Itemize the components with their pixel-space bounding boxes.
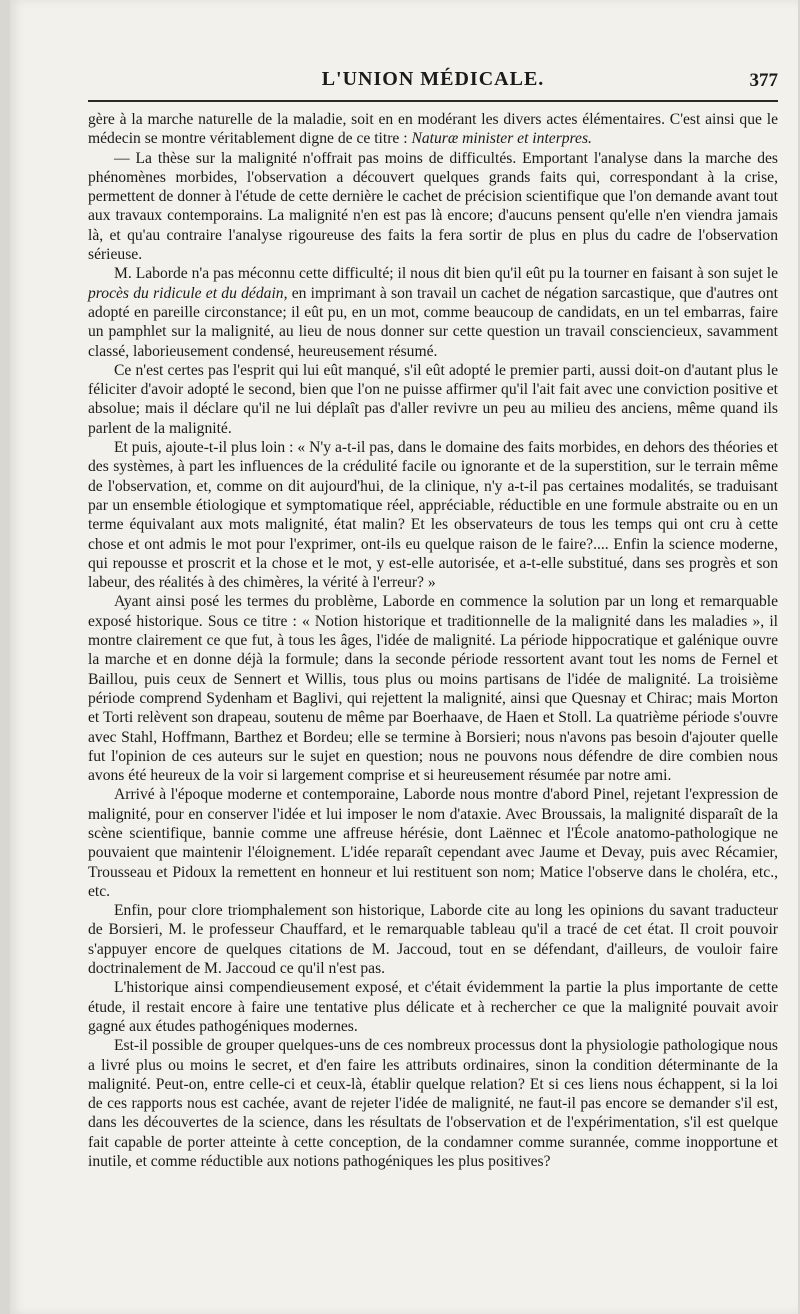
- text-run: M. Laborde n'a pas méconnu cette difficulté; il nous dit bien qu'il eût pu la tourner en faisant à son sujet le: [114, 265, 778, 283]
- paragraph: [88, 149, 778, 265]
- text-run: Ce n'est certes pas l'esprit qui lui eût manqué, s'il eût adopté le premier parti, aussi doit-on d'autant plus le féliciter d'avoir adopté le second, bien que l'on ne puisse affirmer qu'il l'ait fait avec une conviction positive et absolue; mais il déclare qu'il ne lui déplaît pas d'aller revivre un peu au milieu des anciens, même quand ils parlent de la malignité.: [88, 361, 778, 437]
- paragraph: [88, 438, 778, 592]
- paragraph: [88, 110, 778, 149]
- text-run: Enfin, pour clore triomphalement son historique, Laborde cite au long les opinions du savant traducteur de Borsieri, M. le professeur Chauffard, et le remarquable tableau qu'il a tracé de cet état. Il croit pouvoir s'appuyer encore de quelques citations de M. Jaccoud, tout en se défendant, d'ailleurs, de vouloir faire doctrinalement de M. Jaccoud ce qu'il n'est pas.: [88, 902, 778, 978]
- paragraph: [88, 901, 778, 978]
- text-run: Arrivé à l'époque moderne et contemporaine, Laborde nous montre d'abord Pinel, rejetant l'expression de malignité, pour en conserver l'idée et lui imposer le nom d'ataxie. Avec Broussais, la malignité disparaît de la scène scientifique, bannie comme une affreuse hérésie, dont Laënnec et l'École anatomo-pathologique ne pouvaient que maintenir l'éloignement. L'idée reparaît cependant avec Jaume et Devay, puis avec Récamier, Trousseau et Pidoux la remettent en honneur et lui restituent son nom; Matice l'observe dans le choléra, etc., etc.: [88, 786, 778, 900]
- paragraph: [88, 1036, 778, 1171]
- paragraph: [88, 264, 778, 360]
- italic-text: procès du ridicule et du dédain,: [88, 284, 288, 302]
- text-run: Est-il possible de grouper quelques-uns de ces nombreux processus dont la physiologie pathologique nous a livré plus ou moins le secret, et d'en faire les attributs ordinaires, sinon la condition déterminante de la malignité. Peut-on, entre celle-ci et ceux-là, établir quelque relation? Et si ces liens nous échappent, si la loi de ces rapports nous est cachée, avant de rejeter l'idée de malignité, ne faut-il pas encore se demander s'il est, dans les découvertes de la science, dans les résultats de l'observation et de l'expérimentation, s'il est quelque fait capable de porter atteinte à cette conception, de la condamner comme surannée, comme inopportune et inutile, et comme réductible aux notions pathogéniques les plus positives?: [88, 1037, 778, 1171]
- text-run: — La thèse sur la malignité n'offrait pas moins de difficultés. Emportant l'analyse dans la marche des phénomènes morbides, l'observation a découvert quelques grands faits qui, correspondant à la crise, permettent de donner à l'étude de cette dernière le cachet de précision scientifique que l'on demande avant tout aux travaux contemporains. La malignité n'en est pas là encore; d'aucuns pensent qu'elle n'en viendra jamais là, et qu'au contraire l'analyse rigoureuse des faits la fera sortir de plus en plus du cadre de l'observation sérieuse.: [88, 149, 778, 264]
- text-run: L'historique ainsi compendieusement exposé, et c'était évidemment la partie la plus importante de cette étude, il restait encore à faire une tentative plus délicate et à rechercher ce que la malignité pouvait avoir gagné aux études pathogéniques modernes.: [88, 979, 778, 1035]
- paragraph: [88, 361, 778, 438]
- paragraph: [88, 592, 778, 785]
- running-head: L'UNION MÉDICALE.: [321, 68, 545, 90]
- header-rule: [88, 100, 778, 102]
- paragraph: [88, 785, 778, 901]
- paragraph: [88, 978, 778, 1036]
- text-run: gère à la marche naturelle de la maladie, soit en en modérant les divers actes élémentaires. C'est ainsi que le médecin se montre véritablement digne de ce titre :: [88, 111, 778, 148]
- text-run: Ayant ainsi posé les termes du problème, Laborde en commence la solution par un long et remarquable exposé historique. Sous ce titre : « Notion historique et traditionnelle de la malignité dans les maladies », il montre clairement ce que fut, à tous les âges, l'idée de malignité. La période hippocratique et galénique ouvre la marche et en donne déjà la formule; dans la seconde période ressortent avant tout les noms de Fernel et Baillou, puis ceux de Sennert et Willis, tous plus ou moins partisans de l'idée de malignité. La troisième période comprend Sydenham et Baglivi, qui rejettent la malignité, ainsi que Quesnay et Chirac; mais Morton et Torti relèvent son drapeau, soutenu de même par Boerhaave, de Haen et Stoll. La quatrième période s'ouvre avec Stahl, Hoffmann, Barthez et Bordeu; elle se termine à Borsieri; nous n'avons pas besoin d'ajouter quelle fut l'opinion de ces auteurs sur le sujet en question; nous ne pouvons nous défendre de dire combien nous avons été heureux de la voir si largement comprise et si heureusement résumée par notre ami.: [88, 593, 778, 785]
- journal-page: [10, 0, 798, 1314]
- page-number: 377: [749, 70, 778, 91]
- italic-text: Naturæ minister et interpres.: [411, 130, 592, 148]
- page-header: [88, 68, 778, 98]
- text-run: en imprimant à son travail un cachet de négation sarcastique, que d'autres ont adopté en pareille circonstance; il eût pu, en un mot, comme beaucoup de candidats, en un tel embarras, faire un pamphlet sur la malignité, au lieu de nous donner sur cette question un travail consciencieux, savamment classé, laborieusement condensé, heureusement résumé.: [88, 284, 778, 360]
- text-run: Et puis, ajoute-t-il plus loin : « N'y a-t-il pas, dans le domaine des faits morbides, en dehors des théories et des systèmes, à part les influences de la crédulité facile ou ignorante et de la superstition, sur le terrain même de l'observation, et, comme on dit aujourd'hui, de la clinique, n'y a-t-il pas certaines modalités, se traduisant par un ensemble étiologique et symptomatique réel, appréciable, réductible en une formule abstraite ou en un terme équivalant aux mots malignité, état malin? Et les observateurs de tous les temps qui ont cru à cette chose et ont admis le mot pour l'exprimer, ont-ils eu quelque raison de le faire?.... Enfin la science moderne, qui repousse et proscrit et la chose et le mot, y est-elle autorisée, et a-t-elle substitué, dans ses progrès et son labeur, des réalités à des chimères, la vérité à l'erreur? »: [88, 439, 778, 592]
- article-body: [88, 110, 778, 1171]
